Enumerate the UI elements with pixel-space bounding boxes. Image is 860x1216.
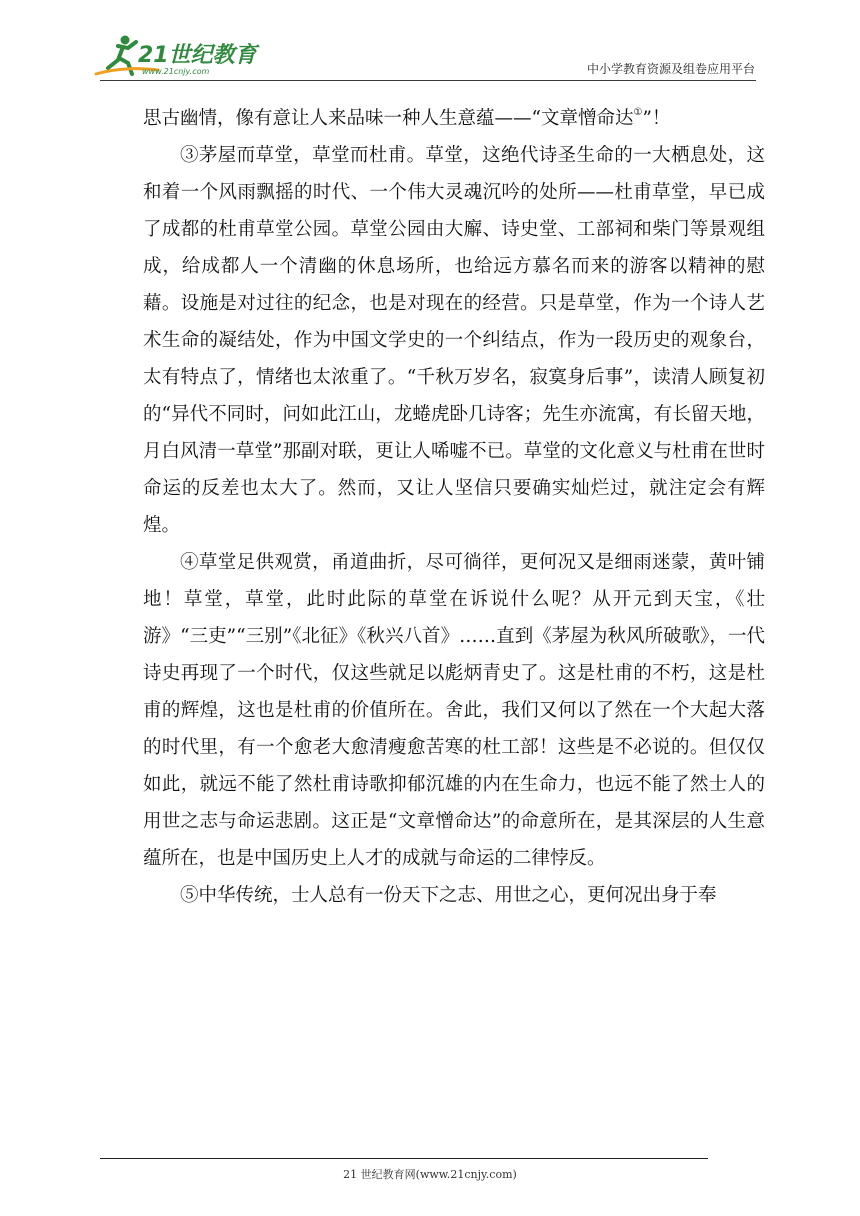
- paragraph-3: ③茅屋而草堂，草堂而杜甫。草堂，这绝代诗圣生命的一大栖息处，这和着一个风雨飘摇的时代、一个伟大灵魂沉吟的处所——杜甫草堂，早已成了成都的杜甫草堂公园。草堂公园由大廨、诗史堂、工部祠和柴门等景观组成，给成都人一个清幽的休息场所，也给远方慕名而来的游客以精神的慰藉。设施是对过往的纪念，也是对现在的经营。只是草堂，作为一个诗人艺术生命的凝结处，作为中国文学史的一个纠结点，作为一段历史的观象台，太有特点了，情绪也太浓重了。“千秋万岁名，寂寞身后事”，读清人顾复初的“异代不同时，问如此江山，龙蜷虎卧几诗客；先生亦流寓，有长留天地，月白风清一草堂”那副对联，更让人唏嘘不已。草堂的文化意义与杜甫在世时命运的反差也太大了。然而，又让人坚信只要确实灿烂过，就注定会有辉煌。: [143, 145, 765, 536]
- paragraph-4: ④草堂足供观赏，甬道曲折，尽可徜徉，更何况又是细雨迷蒙，黄叶铺地！草堂，草堂，此时此际的草堂在诉说什么呢？从开元到天宝，《壮游》“三吏”“三别”《北征》《秋兴八首》……直到《茅屋为秋风所破歌》，一代诗史再现了一个时代，仅这些就足以彪炳青史了。这是杜甫的不朽，这是杜甫的辉煌，这也是杜甫的价值所在。舍此，我们又何以了然在一个大起大落的时代里，有一个愈老大愈清瘦愈苦寒的杜工部！这些是不必说的。但仅仅如此，就远不能了然杜甫诗歌抑郁沉雄的内在生命力，也远不能了然士人的用世之志与命运悲剧。这正是“文章憎命达”的命意所在，是其深层的人生意蕴所在，也是中国历史上人才的成就与命运的二律悖反。: [143, 552, 765, 869]
- logo-url: www.21cnjy.com: [142, 67, 210, 76]
- header-divider: [100, 80, 756, 81]
- site-title: 中小学教育资源及组卷应用平台: [586, 62, 755, 76]
- paragraph-continued: [143, 100, 765, 137]
- paragraph-text-end: ”！: [642, 108, 671, 129]
- paragraph-5: ⑤中华传统，士人总有一份天下之志、用世之心，更何况出身于奉: [180, 885, 717, 906]
- footer-divider: [100, 1158, 708, 1159]
- paragraph-text: 思古幽情，像有意让人来品味一种人生意蕴——“文章憎命达: [143, 108, 634, 129]
- article-body: [143, 100, 765, 914]
- logo-text: 21世纪教育: [138, 43, 257, 68]
- footnote-marker: ①: [633, 107, 643, 118]
- logo: [92, 30, 262, 80]
- page-header: [0, 0, 860, 90]
- footer-text: 21 世纪教育网(www.21cnjy.com): [343, 1168, 517, 1181]
